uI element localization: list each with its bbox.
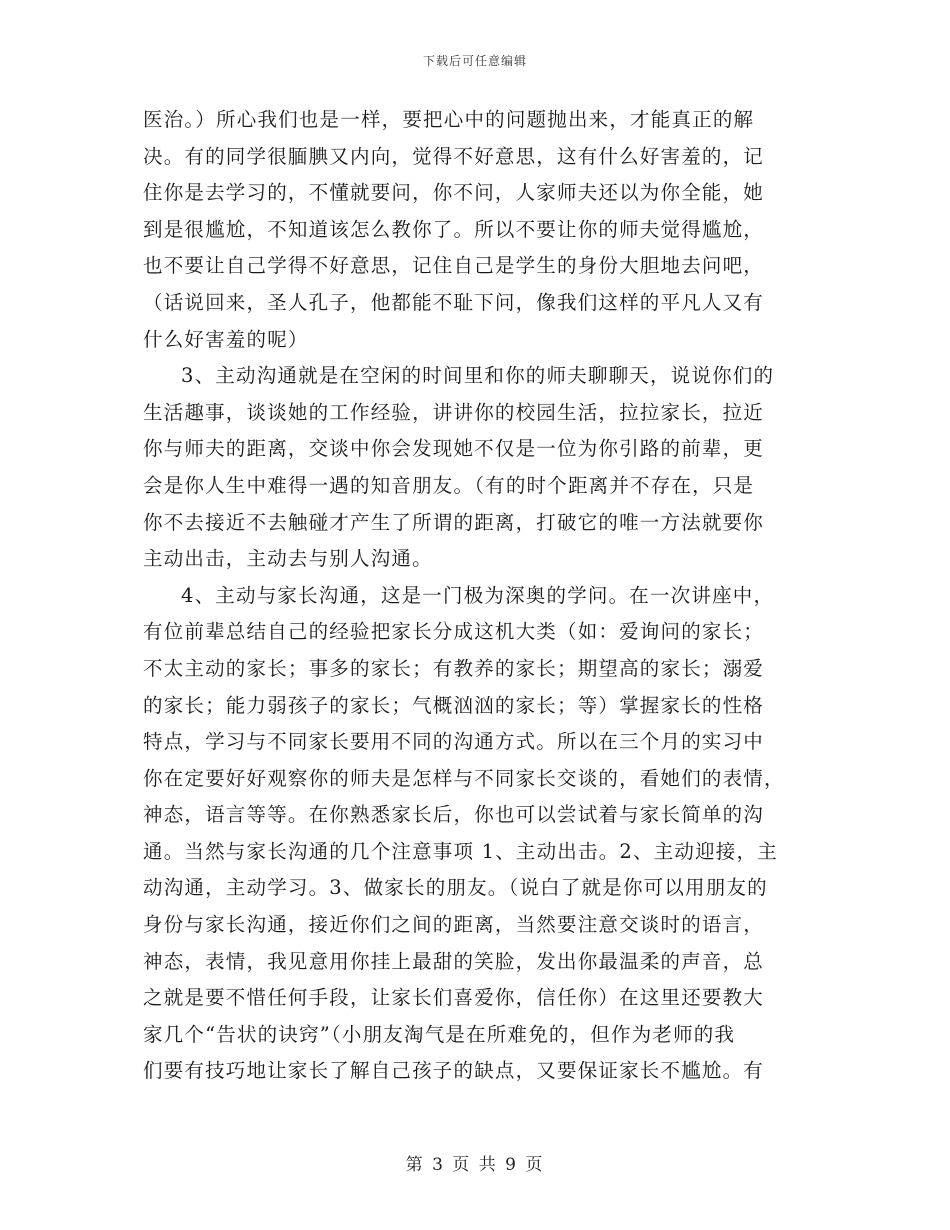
text-line: 通。当然与家长沟通的几个注意事项 1、主动出击。2、主动迎接，主 — [143, 839, 778, 863]
text-line: 动沟通，主动学习。3、做家长的朋友。（说白了就是你可以用朋友的 — [143, 876, 768, 900]
text-line: 到是很尴尬，不知道该怎么教你了。所以不要让你的师夫觉得尴尬， — [143, 217, 765, 241]
page-footer: 第 3 页 共 9 页 — [405, 1155, 545, 1175]
text-line: 4、主动与家长沟通，这是一门极为深奥的学问。在一次讲座中， — [181, 583, 775, 607]
text-line: 神态，表情，我见意用你挂上最甜的笑脸，发出你最温柔的声音，总 — [143, 949, 765, 973]
text-line: 住你是去学习的，不懂就要问，你不问，人家师夫还以为你全能，她 — [143, 181, 765, 205]
page-header: 下载后可任意编辑 — [422, 54, 527, 68]
text-line: 你与师夫的距离，交谈中你会发现她不仅是一位为你引路的前辈，更 — [143, 437, 765, 461]
text-line: （话说回来，圣人孔子，他都能不耻下问，像我们这样的平凡人又有 — [143, 290, 765, 314]
text-line: 主动出击，主动去与别人沟通。 — [143, 547, 433, 571]
text-line: 什么好害羞的呢） — [143, 327, 309, 351]
text-line: 你不去接近不去触碰才产生了所谓的距离，打破它的唯一方法就要你 — [143, 510, 765, 534]
text-line: 们要有技巧地让家长了解自己孩子的缺点，又要保证家长不尴尬。有 — [143, 1059, 765, 1083]
text-line: 的家长；能力弱孩子的家长；气概汹汹的家长；等）掌握家长的性格 — [143, 693, 765, 717]
text-line: 也不要让自己学得不好意思，记住自己是学生的身份大胆地去问吧， — [143, 254, 765, 278]
text-line: 不太主动的家长；事多的家长；有教养的家长；期望高的家长；溺爱 — [143, 656, 765, 680]
document-body — [143, 102, 808, 1090]
text-line: 之就是要不惜任何手段，让家长们喜爱你，信任你）在这里还要教大 — [143, 986, 765, 1010]
text-line: 3、主动沟通就是在空闲的时间里和你的师夫聊聊天，说说你们的 — [181, 364, 775, 388]
text-line: 你在定要好好观察你的师夫是怎样与不同家长交谈的，看她们的表情， — [143, 766, 785, 790]
text-line: 会是你人生中难得一遇的知音朋友。（有的时个距离并不存在，只是 — [143, 473, 755, 497]
text-line: 家几个“告状的诀窍”（小朋友淘气是在所难免的，但作为老师的我 — [143, 1022, 736, 1046]
text-line: 有位前辈总结自己的经验把家长分成这机大类（如：爱询问的家长； — [143, 620, 765, 644]
text-line: 特点，学习与不同家长要用不同的沟通方式。所以在三个月的实习中 — [143, 730, 765, 754]
text-line: 身份与家长沟通，接近你们之间的距离，当然要注意交谈时的语言， — [143, 913, 765, 937]
text-line: 生活趣事，谈谈她的工作经验，讲讲你的校园生活，拉拉家长，拉近 — [143, 400, 765, 424]
text-line: 医治。）所心我们也是一样，要把心中的问题抛出来，才能真正的解 — [143, 108, 755, 131]
text-line: 决。有的同学很腼腆又内向，觉得不好意思，这有什么好害羞的，记 — [143, 144, 765, 168]
text-line: 神态，语言等等。在你熟悉家长后，你也可以尝试着与家长简单的沟 — [143, 803, 765, 827]
